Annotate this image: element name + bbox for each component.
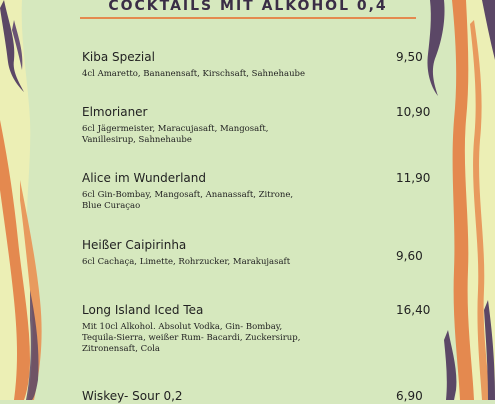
menu-item-wiskey-sour <box>82 388 422 404</box>
menu-item-alice-im-wunderland <box>82 170 431 212</box>
left-orange-stroke-2 <box>20 180 42 400</box>
left-cream-stroke <box>0 0 34 400</box>
item-description: 6cl Jägermeister, Maracujasaft, Mangosaft, Vanillesirup, Sahnehaube <box>82 124 269 145</box>
section-title: COCKTAILS MIT ALKOHOL 0,4 <box>108 0 388 14</box>
item-name: Kiba Spezial <box>82 50 155 64</box>
header-divider <box>80 17 416 19</box>
right-purple-stroke <box>427 0 444 96</box>
item-name: Elmorianer <box>82 105 148 119</box>
item-price: 9,50 <box>396 50 423 64</box>
item-description: 6cl Gin-Bombay, Mangosaft, Ananassaft, Zitrone, Blue Curaçao <box>82 190 294 211</box>
item-price: 9,60 <box>396 249 423 263</box>
item-name: Alice im Wunderland <box>82 171 207 185</box>
item-description: 4cl Amaretto, Bananensaft, Kirschsaft, Sahnehaube <box>82 69 306 79</box>
item-name: Long Island Iced Tea <box>82 303 204 317</box>
item-price: 16,40 <box>396 303 431 317</box>
right-cream-stroke <box>454 0 495 400</box>
menu-item-elmorianer <box>82 104 431 146</box>
item-price: 6,90 <box>396 389 423 403</box>
left-purple-stroke-bottom <box>26 290 39 400</box>
right-orange-stroke <box>452 0 474 400</box>
item-description: 6cl Cachaça, Limette, Rohrzucker, Marakujasaft <box>82 257 291 267</box>
menu-item-heisser-caipirinha <box>82 237 422 268</box>
right-purple-stroke-bottom <box>444 330 456 400</box>
left-purple-stroke-2 <box>12 20 22 70</box>
item-description: Mit 10cl Alkohol. Absolut Vodka, Gin- Bombay, Tequila-Sierra, weißer Rum- Bacardi, Zuckersirup, Zitronensaft, Cola <box>82 322 301 354</box>
item-price: 11,90 <box>396 171 431 185</box>
left-purple-stroke <box>0 0 24 92</box>
left-orange-stroke <box>0 120 30 400</box>
right-purple-stroke-2 <box>482 0 495 60</box>
menu-header <box>80 0 416 19</box>
right-orange-stroke-2 <box>470 20 490 400</box>
menu-item-kiba-spezial <box>82 49 422 80</box>
item-price: 10,90 <box>396 105 431 119</box>
item-name: Wiskey- Sour 0,2 <box>82 389 183 403</box>
item-name: Heißer Caipirinha <box>82 238 187 252</box>
menu-item-long-island-iced-tea <box>82 302 431 355</box>
right-purple-stroke-bottom-2 <box>484 300 495 400</box>
